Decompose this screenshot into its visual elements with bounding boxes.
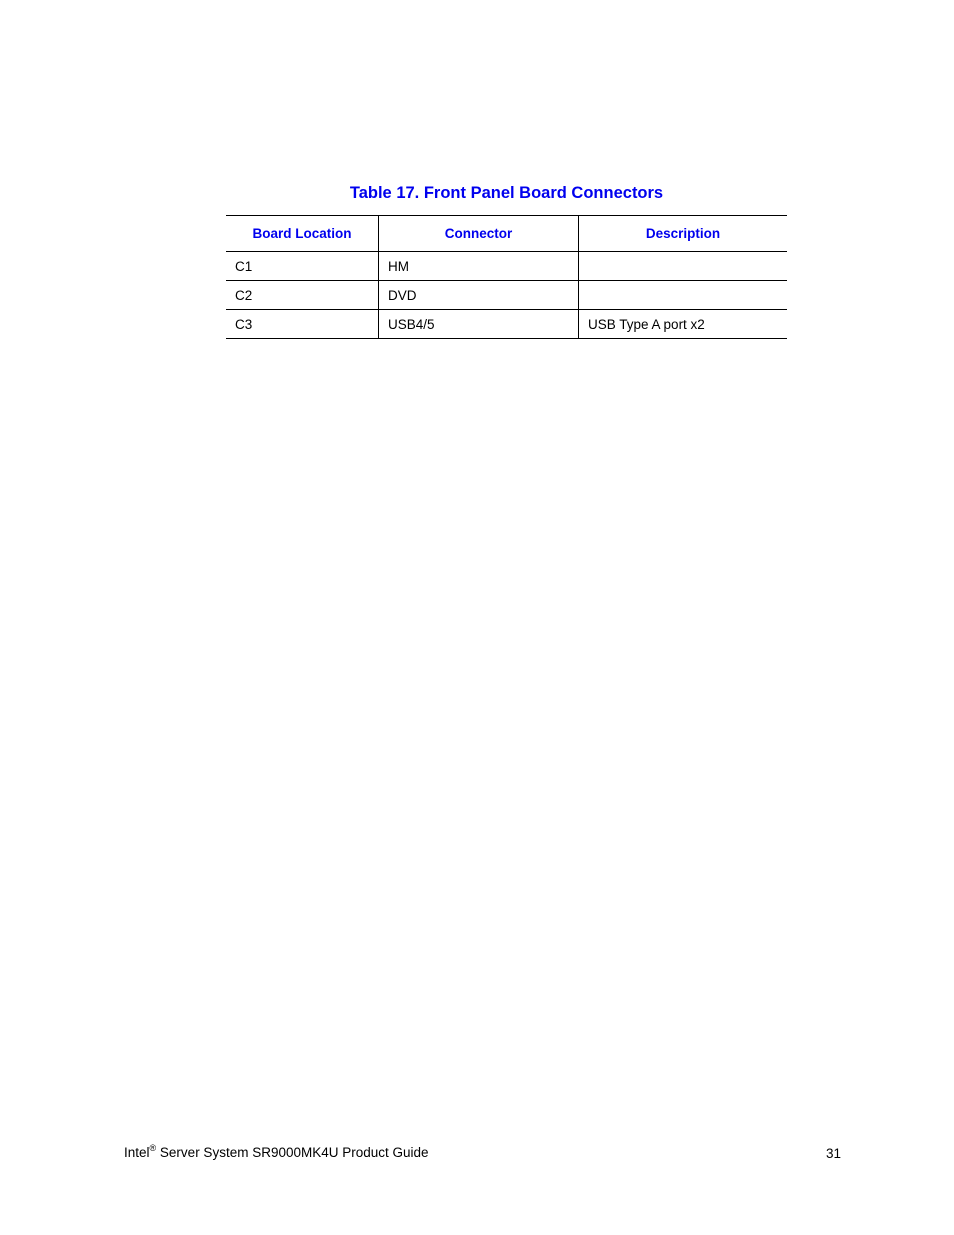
header-board-location: Board Location xyxy=(226,216,379,252)
table-row xyxy=(226,281,787,310)
cell-description xyxy=(579,252,788,281)
table-row xyxy=(226,252,787,281)
cell-board-location: C1 xyxy=(226,252,379,281)
cell-description xyxy=(579,281,788,310)
footer-document-title xyxy=(124,1145,429,1160)
cell-connector: USB4/5 xyxy=(379,310,579,339)
table-caption: Table 17. Front Panel Board Connectors xyxy=(349,184,664,202)
cell-connector: HM xyxy=(379,252,579,281)
table-header-row xyxy=(226,216,787,252)
footer-title-rest: Server System SR9000MK4U Product Guide xyxy=(156,1145,429,1160)
header-connector: Connector xyxy=(379,216,579,252)
cell-board-location: C3 xyxy=(226,310,379,339)
page-number: 31 xyxy=(826,1146,842,1161)
header-description: Description xyxy=(579,216,788,252)
cell-connector: DVD xyxy=(379,281,579,310)
front-panel-connectors-table xyxy=(226,215,787,339)
cell-description: USB Type A port x2 xyxy=(579,310,788,339)
footer-brand: Intel xyxy=(124,1145,150,1160)
table-row xyxy=(226,310,787,339)
registered-mark: ® xyxy=(149,1143,157,1153)
cell-board-location: C2 xyxy=(226,281,379,310)
